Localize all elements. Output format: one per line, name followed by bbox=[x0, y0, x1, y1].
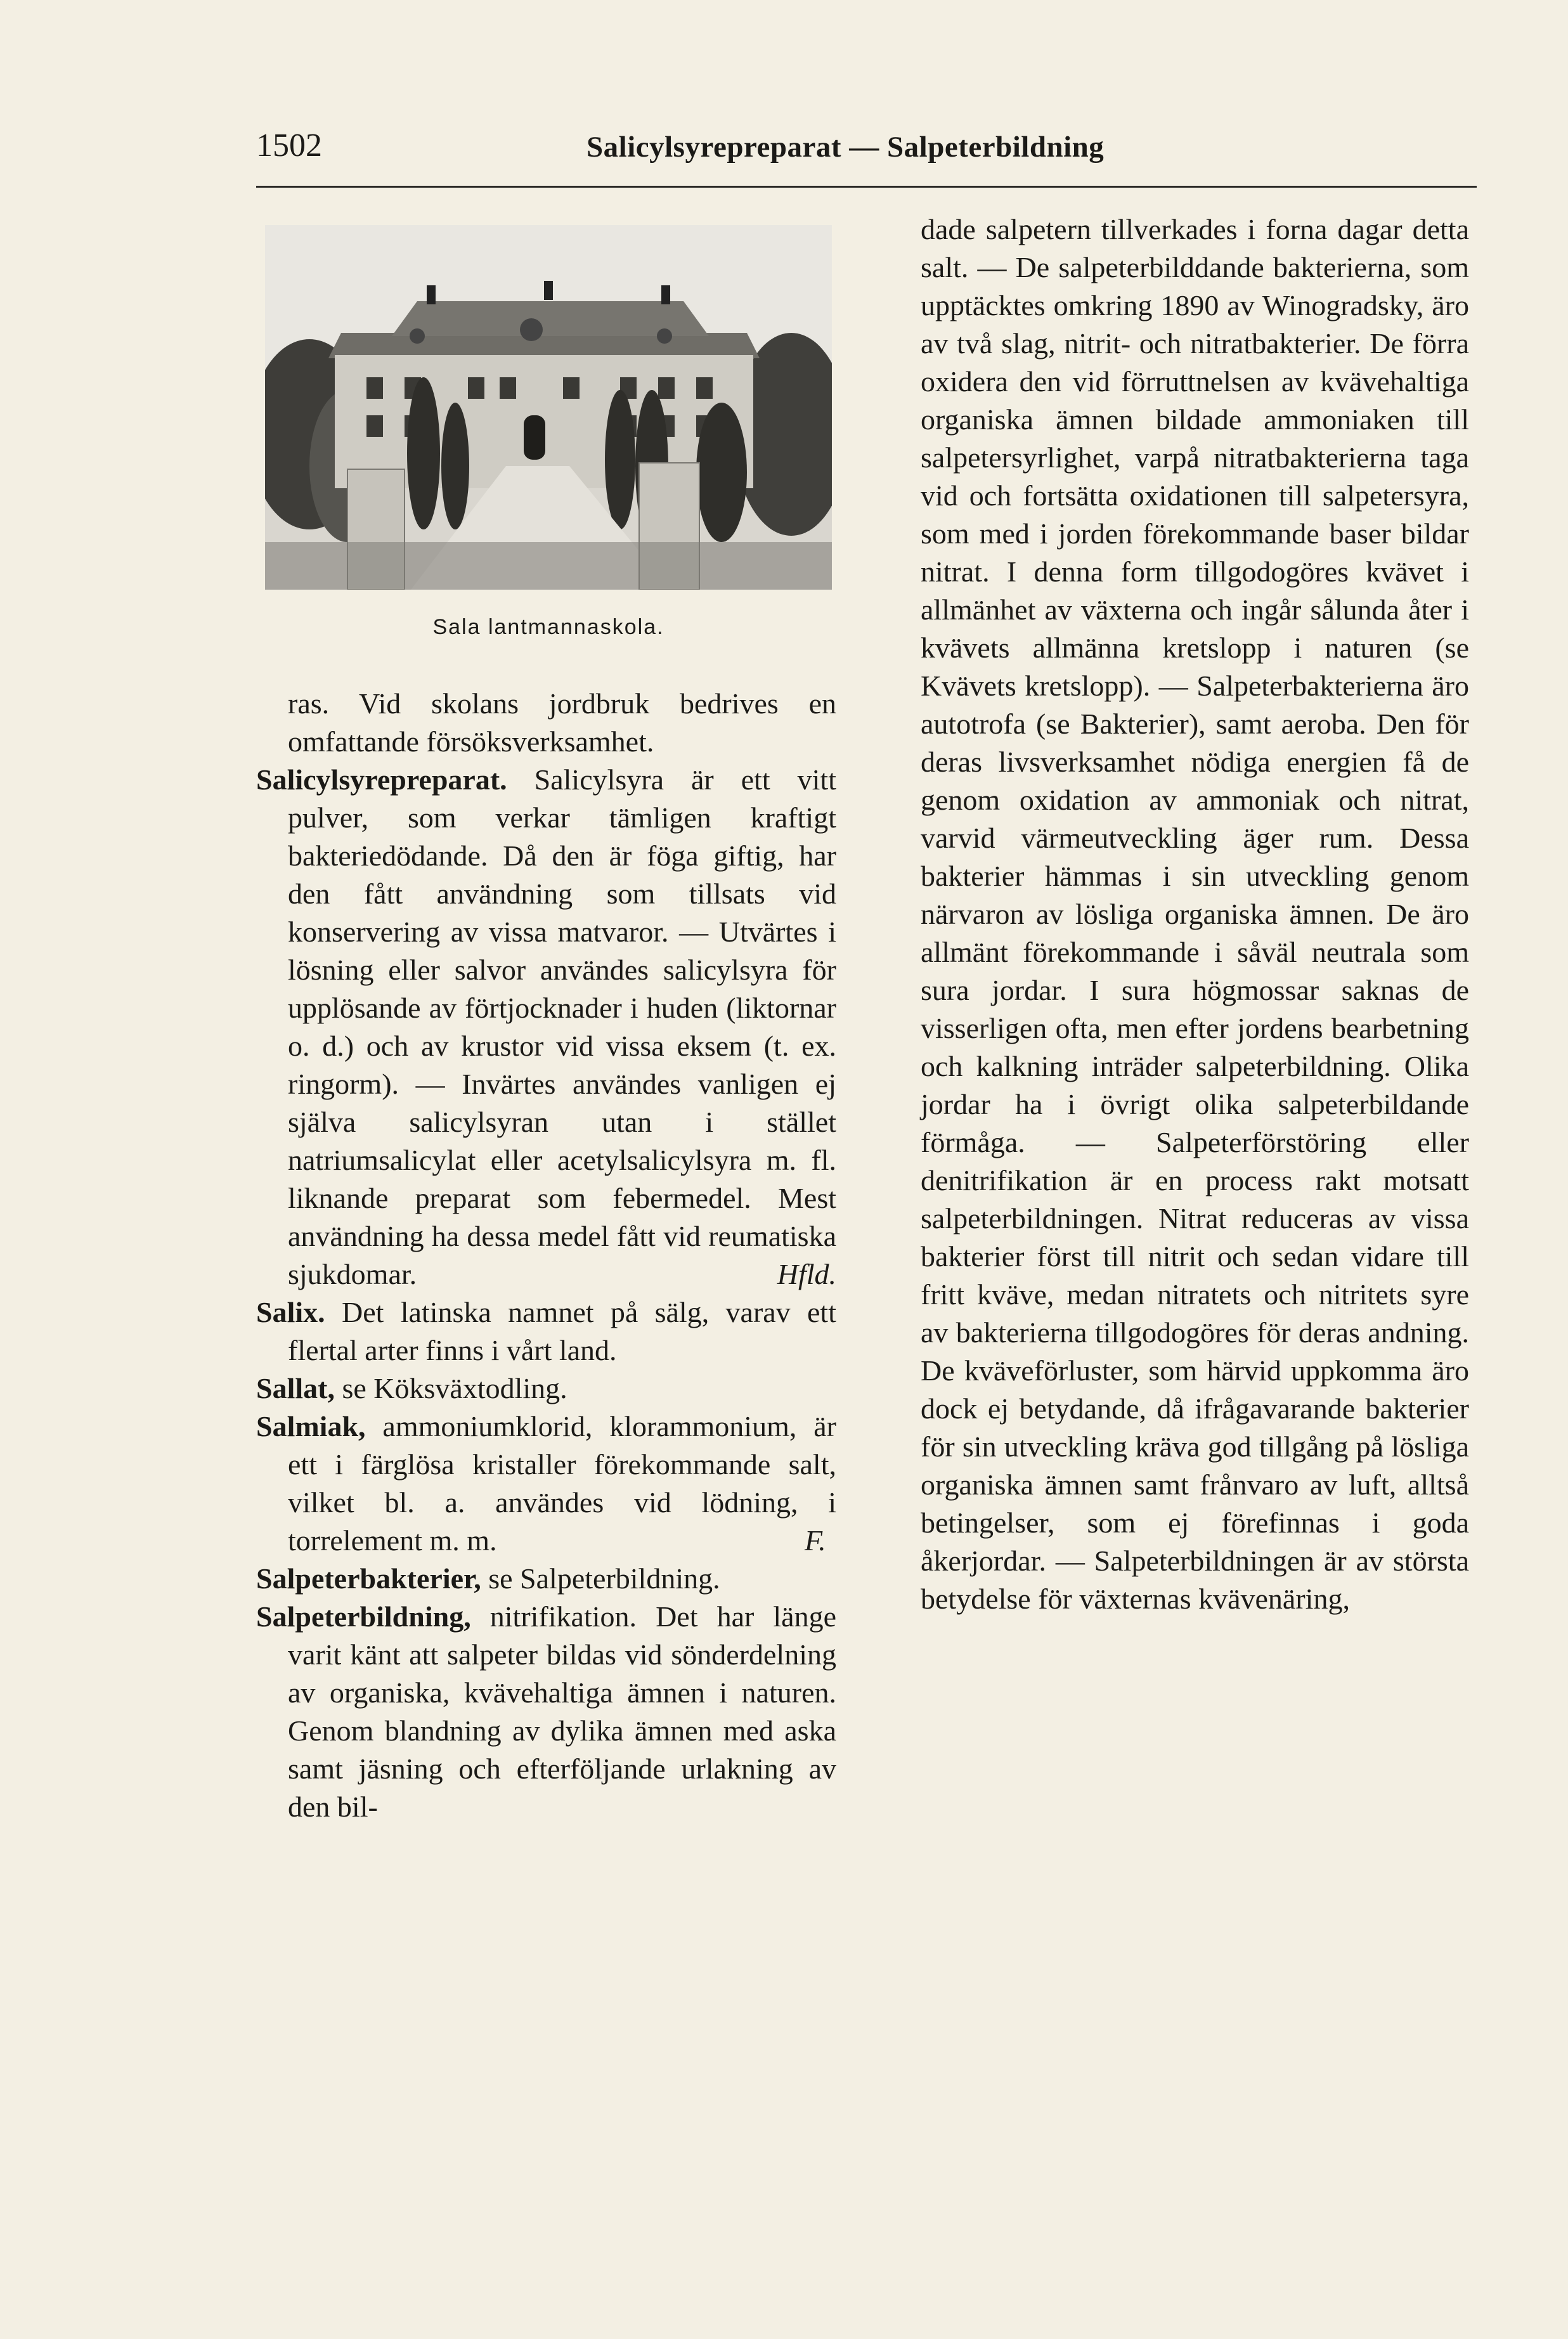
entry-salpeterbakterier bbox=[256, 1560, 836, 1598]
entry-headword: Salicylsyrepreparat. bbox=[256, 763, 507, 796]
right-column-text: dade salpetern tillverkades i forna dagar detta salt. — De salpeterbilddande bakterierna, som upptäcktes omkring 1890 av Winogradsky, äro av två slag, nitrit- och nitratbakterier. De förra oxidera den vid förruttnelsen av kvävehaltiga organiska ämnen bildade ammoniaken till salpetersyrlighet, varpå nitratbakterierna taga vid och fortsätta oxidationen till salpetersyra, som med i jorden förekommande baser bildar nitrat. I denna form tillgodogöres kvävet i allmänhet av växterna och ingår sålunda åter i kvävets allmänna kretslopp i naturen (se Kvävets kretslopp). — Salpeterbakterierna äro autotrofa (se Bakterier), samt aeroba. Den för deras livsverksamhet nödiga energien få de genom oxidation av ammoniak och nitrat, varvid värmeutveckling äger rum. Dessa bakterier hämmas i sin utveckling genom närvaron av lösliga organiska ämnen. De äro allmänt förekommande i såväl neutrala som sura jordar. I sura högmossar saknas de visserligen ofta, men efter jordens bearbetning och kalkning inträder salpeterbildning. Olika jordar ha i övrigt olika salpeterbildande förmåga. — Salpeterförstöring eller denitrifikation är en process rakt motsatt salpeterbildningen. Nitrat reduceras av vissa bakterier först till nitrit och sedan vidare till fritt kväve, medan nitratets och nitritets syre av bakterierna tillgodogöres för deras andning. De kväveförluster, som härvid uppkomma äro dock ej betydande, då ifrågavarande bakterier för sin utveckling kräva god tillgång på lösliga organiska ämnen samt frånvaro av luft, alltså betingelser, som ej förefinnas i goda åkerjordar. — Salpeterbildningen är av största betydelse för växternas kvävenäring, bbox=[921, 213, 1469, 1615]
entry-text: ammoniumklorid, klorammonium, är ett i färglösa kristaller förekommande salt, vilket bl. a. användes vid lödning, i torrelement m. m. bbox=[288, 1410, 836, 1557]
left-column bbox=[256, 685, 836, 1826]
entry-text: se Köksväxtodling. bbox=[334, 1372, 567, 1404]
author-signature: Hfld. bbox=[777, 1258, 836, 1290]
entry-text: nitrifikation. Det har länge varit känt att salpeter bildas vid sönderdelning av organiska, kvävehaltiga ämnen i naturen. Genom blandning av dylika ämnen med aska samt jäsning och efterföljande urlakning av den bil- bbox=[288, 1600, 836, 1823]
entry-headword: Sallat, bbox=[256, 1372, 335, 1404]
running-title: Salicylsyrepreparat — Salpeterbildning bbox=[586, 131, 1105, 164]
page-number: 1502 bbox=[256, 127, 322, 164]
header-rule bbox=[256, 186, 1477, 188]
entry-salmiak: Salmiak, ammoniumklorid, klorammonium, är ett i färglösa kristaller förekommande salt, vilket bl. a. användes vid lödning, i torrelement m. m. F. bbox=[256, 1410, 836, 1557]
entry-text: se Salpeterbildning. bbox=[481, 1562, 720, 1595]
entry-text: Salicylsyra är ett vitt pulver, som verkar tämligen kraftigt bakteriedödande. Då den är föga giftig, har den fått användning som tillsats vid konservering av vissa matvaror. — Utvärtes i lösning eller salvor användes salicylsyra för upplösande av förtjocknader i huden (liktornar o. d.) och av krustor vid vissa eksem (t. ex. ringorm). — Invärtes användes vanligen ej själva salicylsyran utan i stället natriumsalicylat eller acetylsalicylsyra m. fl. liknande preparat som febermedel. Mest användning ha dessa medel fått vid reumatiska sjukdomar. bbox=[288, 763, 836, 1290]
entry-salpeterbildning bbox=[256, 1598, 836, 1826]
continuation-text: ras. Vid skolans jordbruk bedrives en omfattande försöksverksamhet. bbox=[288, 687, 836, 758]
entry-headword: Salpeterbakterier, bbox=[256, 1562, 481, 1595]
right-column bbox=[921, 211, 1469, 1618]
entry-text: Det latinska namnet på sälg, varav ett flertal arter finns i vårt land. bbox=[288, 1296, 836, 1366]
entry-headword: Salix. bbox=[256, 1296, 325, 1328]
figure-caption: Sala lantmannaskola. bbox=[432, 615, 664, 639]
entry-headword: Salpeterbildning, bbox=[256, 1600, 471, 1633]
entry-sallat bbox=[256, 1370, 836, 1408]
entry-headword: Salmiak, bbox=[256, 1410, 366, 1442]
entry-salix bbox=[256, 1293, 836, 1370]
school-building-photo bbox=[265, 225, 832, 590]
entry-salicylsyrepreparat bbox=[256, 761, 836, 1293]
